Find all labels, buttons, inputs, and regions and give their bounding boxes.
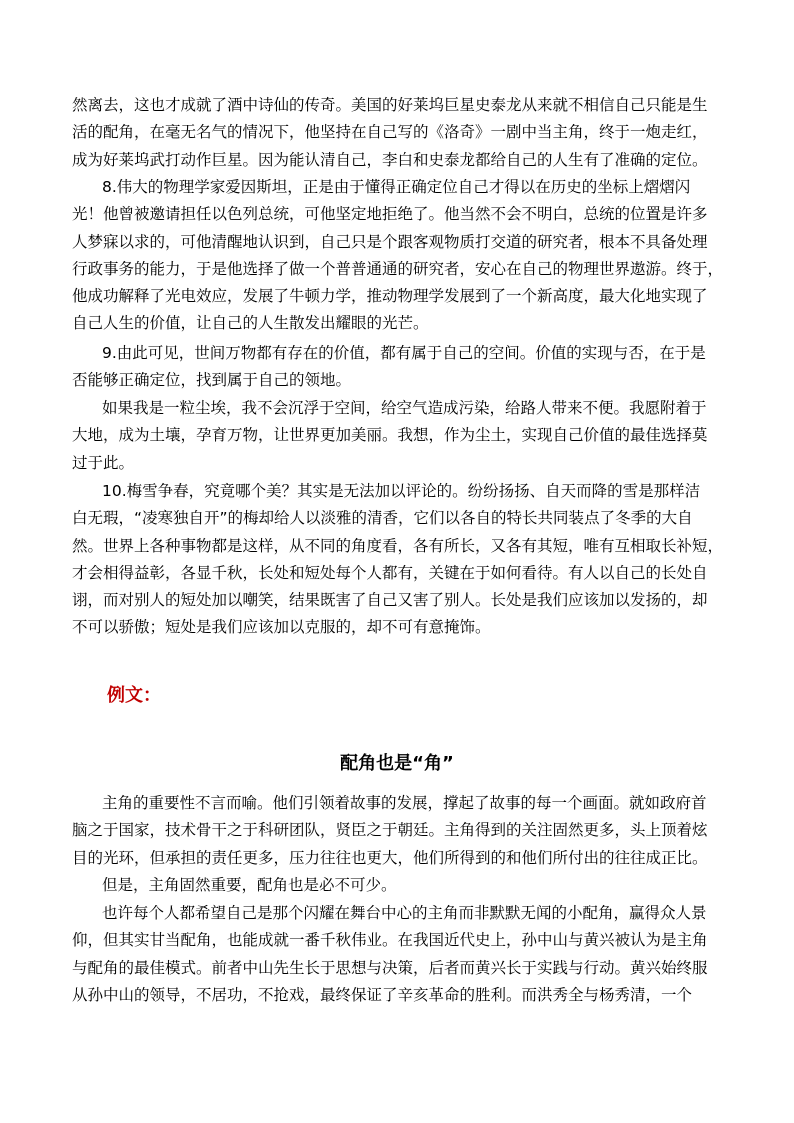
text-line: 否能够正确定位，找到属于自己的领地。 [72,371,352,390]
text-line: 8.伟大的物理学家爱因斯坦，正是由于懂得正确定位自己才得以在历史的坐标上熠熠闪 [102,178,691,196]
text-line: 过于此。 [72,453,135,472]
text-line: 9.由此可见，世间万物都有存在的价值，都有属于自己的空间。价值的实现与否，在于是 [102,344,706,362]
text-line: 大地，成为土壤，孕育万物，让世界更加美丽。我想，作为尘土，实现自己价值的最佳选择莫 [72,426,708,445]
paragraph-einstein [72,174,732,338]
paragraph-conclusion-9 [72,340,732,395]
text-line: 从孙中山的领导，不居功，不抢戏，最终保证了辛亥革命的胜利。而洪秀全与杨秀清，一个 [72,985,693,1004]
text-line: 人梦寐以求的，可他清醒地认识到，自己只是个跟客观物质打交道的研究者，根本不具备处理 [72,232,708,251]
text-line: 行政事务的能力，于是他选择了做一个普普通通的研究者，安心在自己的物理世界遨游。终于， [72,259,724,278]
essay-paragraph-3 [72,900,732,1009]
text-line: 然。世界上各种事物都是这样，从不同的角度看，各有所长，又各有其短，唯有互相取长补短， [72,536,724,555]
text-line: 但是，主角固然重要，配角也是必不可少。 [102,876,397,894]
paragraph-dust [72,395,732,477]
text-line: 他成功解释了光电效应，发展了牛顿力学，推动物理学发展到了一个新高度，最大化地实现了 [72,287,708,306]
text-line: 白无瑕，“凌寒独自开”的梅却给人以淡雅的清香，它们以各自的特长共同装点了冬季的大自 [72,509,693,528]
text-line: 目的光环，但承担的责任更多，压力往往也更大，他们所得到的和他们所付出的往往成正比。 [72,848,708,867]
text-line: 然离去，这也才成就了酒中诗仙的传奇。美国的好莱坞巨星史泰龙从来就不相信自己只能是生 [72,96,708,114]
paragraph-li-bai-stallone [72,92,732,174]
text-line: 才会相得益彰，各显千秋，长处和短处每个人都有，关键在于如何看待。有人以自己的长处自 [72,563,708,582]
text-line: 光！他曾被邀请担任以色列总统，可他坚定地拒绝了。他当然不会不明白，总统的位置是许多 [72,205,708,224]
text-line: 也许每个人都希望自己是那个闪耀在舞台中心的主角而非默默无闻的小配角，赢得众人景 [102,904,707,922]
text-line: 成为好莱坞武打动作巨星。因为能认清自己，李白和史泰龙都给自己的人生有了准确的定位。 [72,150,708,169]
text-line: 仰，但其实甘当配角，也能成就一番千秋伟业。在我国近代史上，孙中山与黄兴被认为是主角 [72,931,708,950]
text-line: 自己人生的价值，让自己的人生散发出耀眼的光芒。 [72,314,429,333]
text-line: 脑之于国家，技术骨干之于科研团队，贤臣之于朝廷。主角得到的关注固然更多，头上顶着炫 [72,821,708,840]
essay-paragraph-2 [72,872,732,899]
essay-paragraph-1 [72,790,732,872]
text-line: 诩，而对别人的短处加以嘲笑，结果既害了自己又害了别人。长处是我们应该加以发扬的，却 [72,591,708,610]
text-line: 活的配角，在毫无名气的情况下，他坚持在自己写的《洛奇》一剧中当主角，终于一炮走红， [72,123,708,142]
text-line: 10.梅雪争春，究竟哪个美？其实是无法加以评论的。纷纷扬扬、自天而降的雪是那样洁 [102,482,701,500]
text-line: 与配角的最佳模式。前者中山先生长于思想与决策，后者而黄兴长于实践与行动。黄兴始终服 [72,958,708,977]
text-line: 不可以骄傲；短处是我们应该加以克服的，却不可有意掩饰。 [72,618,491,637]
text-line: 如果我是一粒尘埃，我不会沉浮于空间，给空气造成污染，给路人带来不便。我愿附着于 [102,399,707,417]
essay-title: 配角也是“角” [340,753,454,774]
paragraph-plum-snow [72,478,732,642]
text-line: 主角的重要性不言而喻。他们引领着故事的发展，撑起了故事的每一个画面。就如政府首 [102,794,707,812]
example-heading: 例文： [107,685,161,706]
